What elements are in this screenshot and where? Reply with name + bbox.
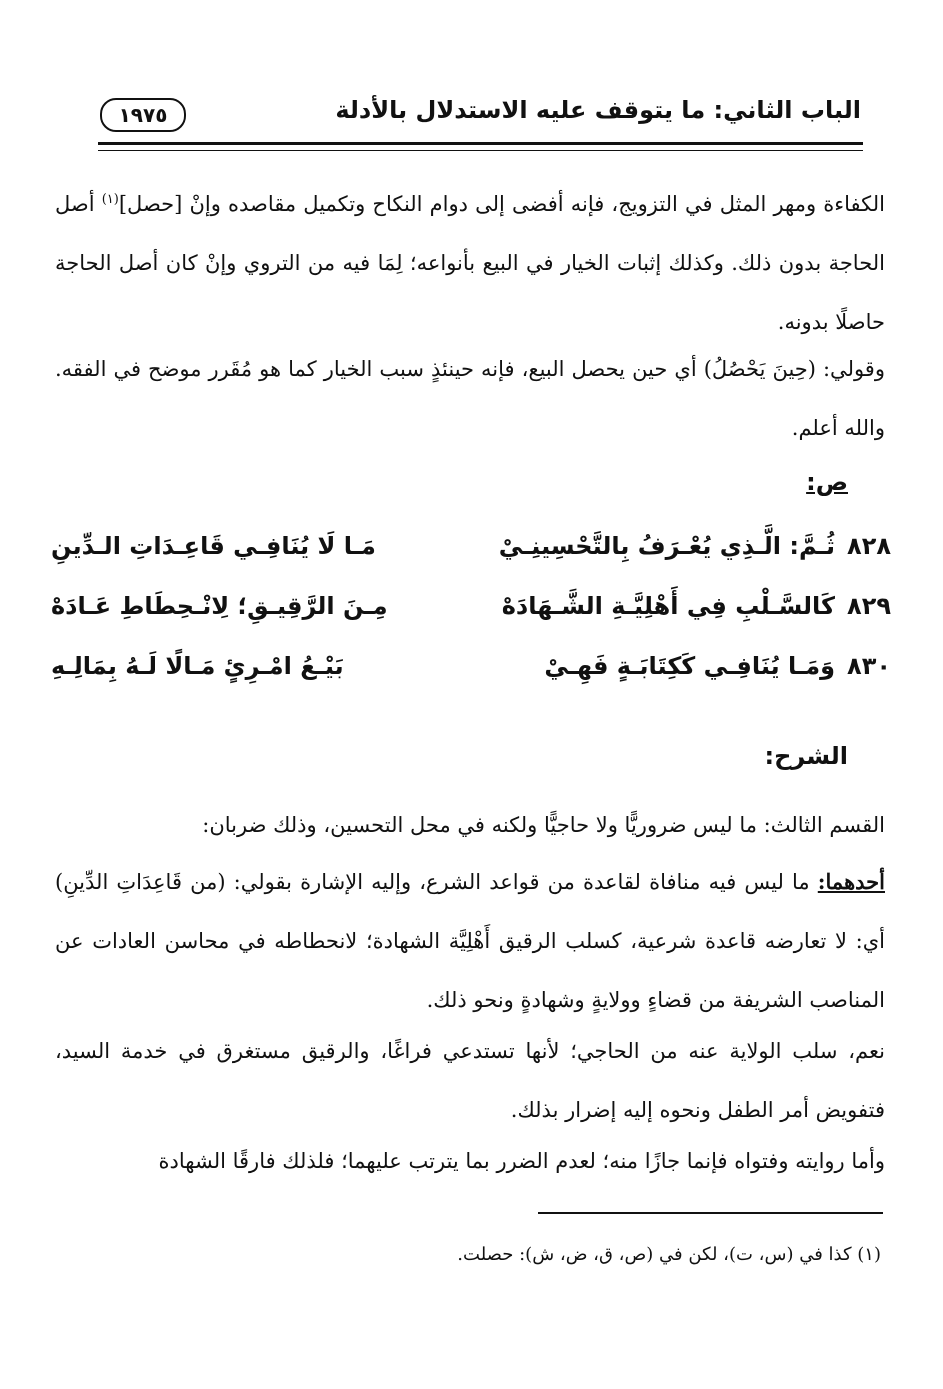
verse-second-hemistich: بَيْـعُ امْـرِئٍ مَـالًا لَـهُ بِمَالِـهِ xyxy=(51,652,344,680)
footnote: (١) كذا في (س، ت)، لكن في (ص، ق، ض، ش): حصلت. xyxy=(457,1244,881,1265)
verse-first-hemistich: ثُـمَّ: الَّـذِي يُعْـرَفُ بِالتَّحْسِينِـيْ xyxy=(498,532,835,560)
paragraph-1 xyxy=(55,170,885,352)
verse-line xyxy=(51,652,891,702)
paragraph-3: القسم الثالث: ما ليس ضروريًّا ولا حاجيًّا ولكنه في محل التحسين، وذلك ضربان: xyxy=(202,813,885,837)
verse-number: ٨٢٩ xyxy=(847,592,891,620)
verse-first-hemistich: وَمَـا يُنَافِـي كَكِتَابَـةٍ فَهِـيْ xyxy=(544,652,835,680)
page-header xyxy=(90,96,861,136)
verse-line xyxy=(51,532,891,582)
paragraph-4 xyxy=(55,852,885,1030)
verse-line xyxy=(51,592,891,642)
header-rule-thick xyxy=(98,142,863,145)
footnote-rule xyxy=(538,1212,883,1214)
header-rule-thin xyxy=(98,150,863,151)
verse-number: ٨٣٠ xyxy=(847,652,891,680)
verse-second-hemistich: مَـا لَا يُنَافِـي قَاعِـدَاتِ الـدِّينِ xyxy=(51,532,376,560)
paragraph-2: وقولي: (حِينَ يَحْصُلُ) أي حين يحصل البيع، فإنه حينئذٍ سبب الخيار كما هو مُقَرر موضح في الفقه. والله أعلم. xyxy=(55,357,885,440)
paragraph-6: وأما روايته وفتواه فإنما جازًا منه؛ لعدم الضرر بما يترتب عليهما؛ فلذلك فارقًا الشهادة xyxy=(158,1149,885,1173)
keyword-first: أحدهما: xyxy=(817,869,885,894)
paragraph-1-text: الكفاءة ومهر المثل في التزويج، فإنه أفضى إلى دوام النكاح وتكميل مقاصده وإنْ [حصل] xyxy=(118,192,885,216)
chapter-title: الباب الثاني: ما يتوقف عليه الاستدلال بالأدلة xyxy=(335,96,861,124)
paragraph-1-text-cont: أصل الحاجة بدون ذلك. وكذلك إثبات الخيار في البيع بأنواعه؛ لِمَا فيه من التروي وإنْ كان أصل الحاجة حاصلًا بدونه. xyxy=(55,192,885,334)
heading-matn: ص: xyxy=(806,468,848,496)
paragraph-5: نعم، سلب الولاية عنه من الحاجي؛ لأنها تستدعي فراغًا، والرقيق مستغرق في خدمة السيد، فتفويض أمر الطفل ونحوه إليه إضرار بذلك. xyxy=(55,1039,885,1122)
verse-second-hemistich: مِـنَ الرَّقِيـقِ؛ لِانْـحِطَاطِ عَـادَهْ xyxy=(51,592,388,620)
paragraph-4-text: ما ليس فيه منافاة لقاعدة من قواعد الشرع، وإليه الإشارة بقولي: (من قَاعِدَاتِ الدِّينِ) أي: لا تعارضه قاعدة شرعية، كسلب الرقيق أَهْلِيَّة الشهادة؛ لانحطاطه في محاسن العادات عن المناصب الشريفة من قضاءٍ وولايةٍ وشهادةٍ ونحو ذلك. xyxy=(55,870,885,1012)
heading-commentary: الشرح: xyxy=(764,742,848,770)
verse-first-hemistich: كَالسَّـلْبِ فِي أَهْلِيَّـةِ الشَّـهَادَهْ xyxy=(501,592,835,620)
verse-number: ٨٢٨ xyxy=(847,532,891,560)
footnote-ref: (١) xyxy=(101,192,119,207)
page-number: ١٩٧٥ xyxy=(100,98,186,132)
